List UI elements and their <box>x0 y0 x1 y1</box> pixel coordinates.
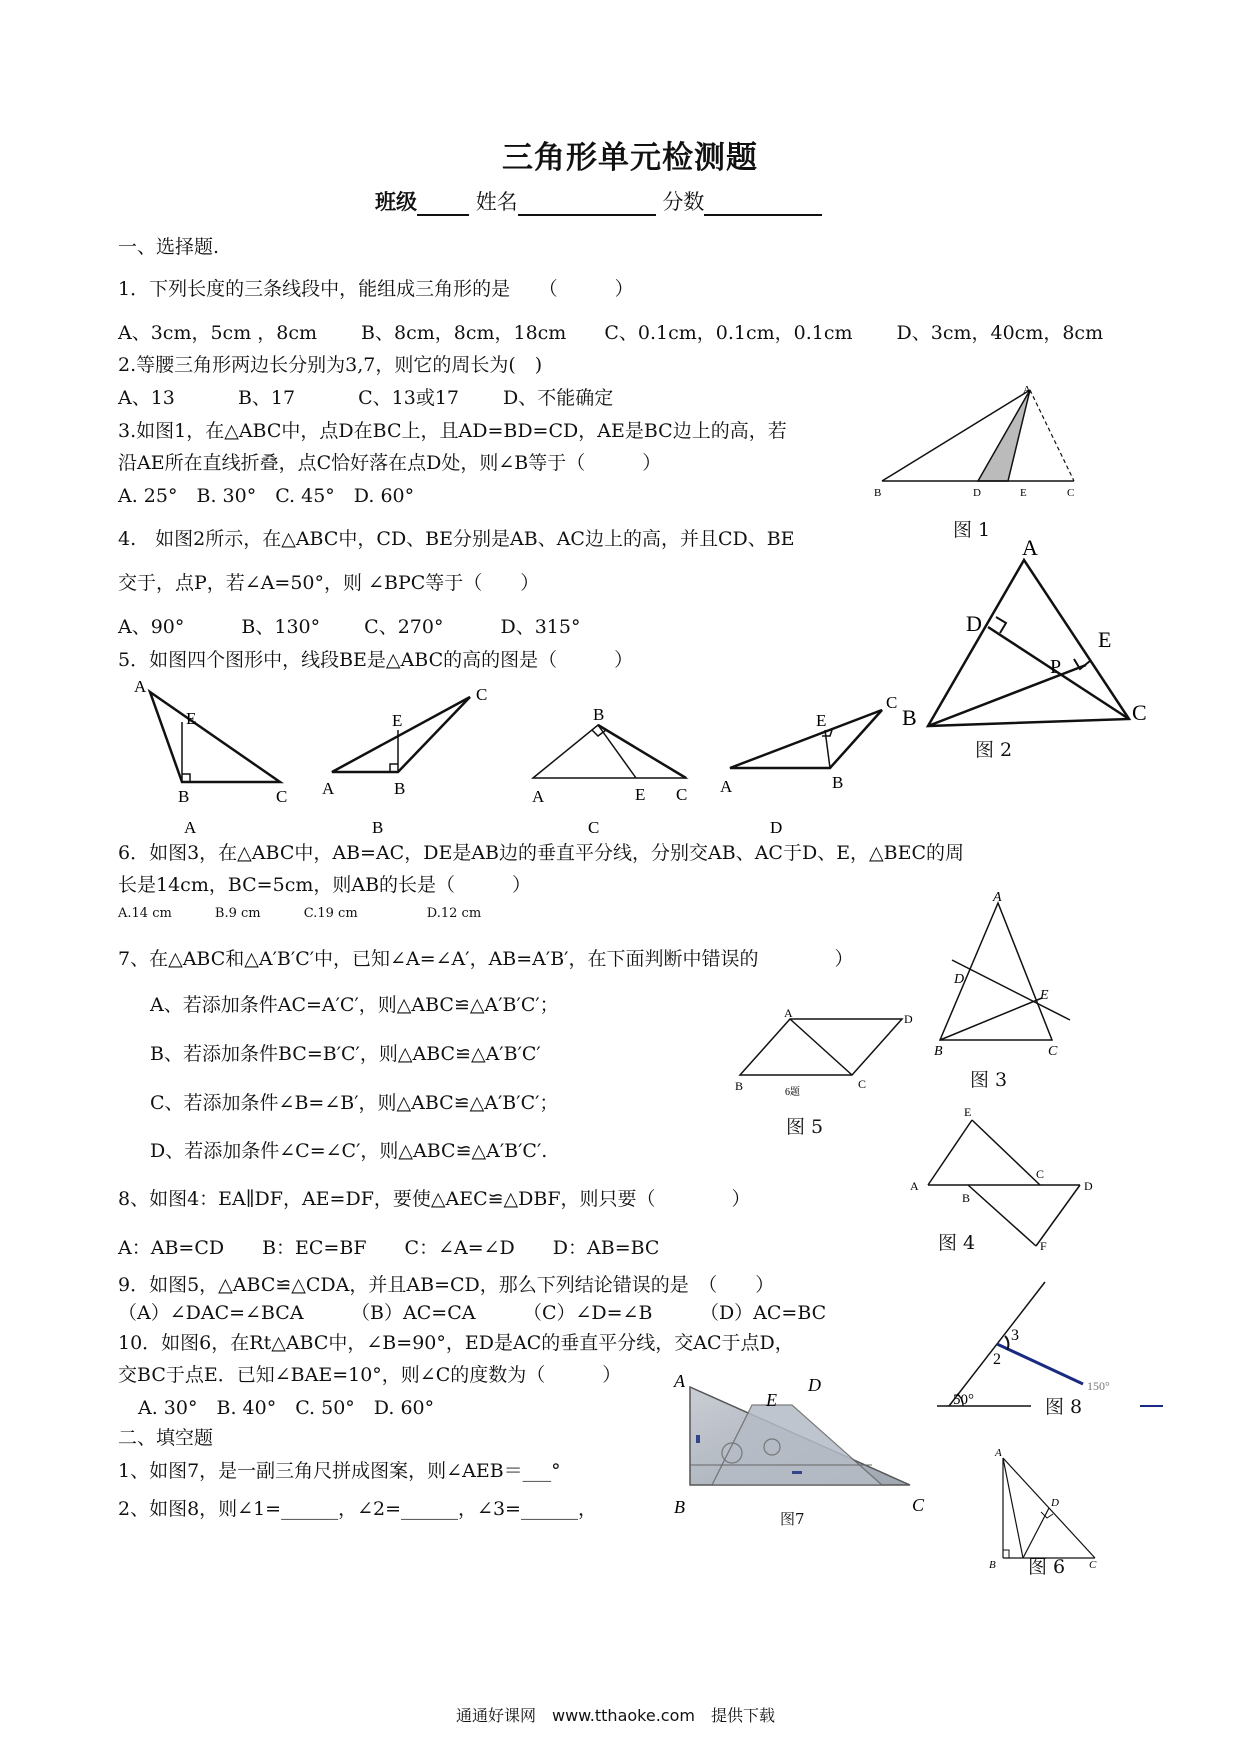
q5a-label-c: C <box>276 787 288 806</box>
question-9-options: （A）∠DAC=∠BCA （B）AC=CA （C）∠D=∠B （D）AC=BC <box>118 1302 827 1324</box>
q5b-label-c: C <box>476 685 488 704</box>
fig3-label-d: D <box>954 972 965 987</box>
fig8-angle-1: 1 <box>959 1340 960 1341</box>
figure-5 <box>730 1005 920 1105</box>
q5b-label-b: B <box>394 779 406 798</box>
question-4-line1: 4. 如图2所示，在△ABC中，CD、BE分别是AB、AC边上的高，并且CD、BE <box>118 528 795 550</box>
q5c-label-e: E <box>635 785 646 804</box>
question-7-option-c: C、若添加条件∠B=∠B′，则△ABC≌△A′B′C′； <box>150 1092 559 1114</box>
caption-fig4: 图 4 <box>938 1232 976 1254</box>
q5c-label-c: C <box>676 785 688 804</box>
q5a-label-e: E <box>186 709 197 728</box>
fig8-angle-150: 150° <box>1087 1379 1110 1393</box>
fig4-label-f: F <box>1040 1239 1047 1253</box>
q5-choice-a[interactable]: A <box>184 818 197 837</box>
question-7-option-b: B、若添加条件BC=B′C′，则△ABC≌△A′B′C′ <box>150 1043 541 1065</box>
name-label: 姓名 <box>475 190 518 214</box>
fig2-label-a: A <box>1022 535 1038 560</box>
fig5-label-a: A <box>784 1006 793 1020</box>
fig1-label-e: E <box>1020 487 1027 499</box>
fig3-label-e: E <box>1040 988 1049 1003</box>
q5-choice-d[interactable]: D <box>770 818 783 837</box>
score-blank[interactable] <box>704 194 822 216</box>
question-1: 1．下列长度的三条线段中，能组成三角形的是 （ ） <box>118 278 634 300</box>
fig5-label-d: D <box>904 1012 913 1026</box>
fig2-label-d: D <box>966 611 982 636</box>
fig7-label-a: A <box>674 1371 685 1391</box>
question-10-line1: 10．如图6，在Rt△ABC中，∠B=90°，ED是AC的垂直平分线，交AC于点D， <box>118 1332 794 1354</box>
score-label: 分数 <box>662 190 705 214</box>
question-6-line1: 6．如图3，在△ABC中，AB=AC，DE是AB边的垂直平分线，分别交AB、AC于D、E，△BEC的周 <box>118 842 965 864</box>
fig1-label-a: A <box>1023 384 1031 396</box>
fig6-label-e: E <box>1021 1554 1022 1555</box>
fig4-label-b: B <box>962 1191 971 1205</box>
question-3-options: A. 25° B. 30° C. 45° D. 60° <box>118 485 415 507</box>
fig6-label-c: C <box>1089 1559 1097 1571</box>
question-2-options: A、13 B、17 C、13或17 D、不能确定 <box>118 387 614 409</box>
question-5: 5．如图四个图形中，线段BE是△ABC的高的图是（ ） <box>118 649 634 671</box>
fig8-angle-3: 3 <box>1011 1327 1019 1344</box>
fig4-label-d: D <box>1084 1179 1093 1193</box>
fig6-label-a: A <box>995 1447 1002 1459</box>
fig7-label-d: D <box>808 1375 821 1395</box>
fig5-label-b: B <box>735 1079 744 1093</box>
fig6-label-b: B <box>989 1559 996 1571</box>
fig6-label-d: D <box>1051 1497 1059 1509</box>
question-8-options: A：AB=CD B：EC=BF C：∠A=∠D D：AB=BC <box>118 1237 660 1259</box>
caption-fig8: 图 8 <box>1045 1396 1083 1418</box>
q5-figures <box>120 670 940 840</box>
q5d-label-a: A <box>720 777 733 796</box>
fig1-label-b: B <box>874 487 882 499</box>
question-7: 7、在△ABC和△A′B′C′中，已知∠A=∠A′，AB=A′B′，在下面判断中错误的 ） <box>118 948 854 970</box>
section-heading-fill: 二、填空题 <box>118 1427 214 1449</box>
figure-7 <box>672 1365 932 1515</box>
question-6-options: A.14 cm B.9 cm C.19 cm D.12 cm <box>118 906 482 921</box>
question-7-option-d: D、若添加条件∠C=∠C′，则△ABC≌△A′B′C′. <box>150 1140 548 1162</box>
fig3-label-c: C <box>1048 1044 1058 1059</box>
q5c-label-a: A <box>532 787 545 806</box>
fig4-label-a: A <box>910 1179 919 1193</box>
fig4-label-c: C <box>1036 1167 1045 1181</box>
fig5-label-c: C <box>858 1077 867 1091</box>
q5d-label-b: B <box>832 773 844 792</box>
question-10-options: A. 30° B. 40° C. 50° D. 60° <box>138 1397 435 1419</box>
fig2-label-b: B <box>902 705 917 730</box>
fig2-label-c: C <box>1132 700 1147 725</box>
fig4-label-e: E <box>964 1105 972 1119</box>
question-8: 8、如图4：EA∥DF，AE=DF，要使△AEC≌△DBF，则只要（ ） <box>118 1188 751 1210</box>
fig7-label-b: B <box>674 1497 685 1517</box>
fig2-label-e: E <box>1098 627 1112 652</box>
q5c-label-b: B <box>593 705 605 724</box>
question-9: 9．如图5，△ABC≌△CDA，并且AB=CD，那么下列结论错误的是 （ ） <box>118 1274 775 1296</box>
q5d-label-e: E <box>816 711 827 730</box>
fig7-label-c: C <box>912 1495 925 1515</box>
fig5-small-label: 6题 <box>785 1087 800 1098</box>
caption-fig7: 图7 <box>780 1510 805 1528</box>
question-3-line2: 沿AE所在直线折叠，点C恰好落在点D处，则∠B等于（ ） <box>118 452 662 474</box>
question-6-line2: 长是14cm，BC=5cm，则AB的长是（ ） <box>118 874 532 896</box>
figure-6 <box>985 1440 1105 1570</box>
question-4-line2: 交于，点P，若∠A=50°，则 ∠BPC等于（ ） <box>118 572 540 594</box>
section-heading-choice: 一、选择题. <box>118 236 220 258</box>
fig7-label-e: E <box>766 1390 777 1410</box>
caption-fig2: 图 2 <box>975 739 1013 761</box>
fig8-angle-2: 2 <box>993 1351 1001 1368</box>
question-1-options: A、3cm，5cm ，8cm B、8cm，8cm，18cm C、0.1cm，0.1cm，0.1cm D、3cm，40cm，8cm <box>118 322 1104 344</box>
fig1-label-c: C <box>1067 487 1075 499</box>
caption-fig3: 图 3 <box>970 1069 1008 1091</box>
q5-choice-b[interactable]: B <box>372 818 384 837</box>
fig8-angle-50: 50° <box>953 1392 974 1408</box>
q5-choice-c[interactable]: C <box>588 818 600 837</box>
question-7-option-a: A、若添加条件AC=A′C′，则△ABC≌△A′B′C′； <box>150 994 559 1016</box>
fig2-label-p: P <box>1050 656 1062 678</box>
question-10-line2: 交BC于点E．已知∠BAE=10°，则∠C的度数为（ ） <box>118 1364 622 1386</box>
caption-fig1: 图 1 <box>953 519 991 541</box>
fill-question-1: 1、如图7，是一副三角尺拼成图案，则∠AEB＝___° <box>118 1460 561 1482</box>
page-title: 三角形单元检测题 <box>502 140 758 176</box>
question-4-options: A、90° B、130° C、270° D、315° <box>118 616 581 638</box>
caption-fig6: 图 6 <box>1028 1556 1066 1578</box>
fig3-label-a: A <box>993 890 1002 905</box>
question-2: 2.等腰三角形两边长分别为3,7，则它的周长为( ) <box>118 354 543 376</box>
q5b-label-e: E <box>392 711 403 730</box>
figure-1 <box>870 385 1090 515</box>
q5d-label-c: C <box>886 693 898 712</box>
q5a-label-a: A <box>134 677 147 696</box>
q5b-label-a: A <box>322 779 335 798</box>
student-info-line <box>375 186 822 216</box>
figure-3 <box>930 890 1080 1065</box>
fig1-label-d: D <box>973 487 981 499</box>
question-3-line1: 3.如图1，在△ABC中，点D在BC上，且AD=BD=CD，AE是BC边上的高，若 <box>118 420 787 442</box>
fig3-label-b: B <box>934 1044 943 1059</box>
name-blank[interactable] <box>518 194 656 216</box>
q5a-label-b: B <box>178 787 190 806</box>
class-blank[interactable] <box>417 194 469 216</box>
class-label: 班级 <box>375 189 417 214</box>
caption-fig5: 图 5 <box>786 1116 824 1138</box>
fill-question-2: 2、如图8，则∠1=______，∠2=______，∠3=______， <box>118 1498 597 1520</box>
footer-source: 通通好课网 www.tthaoke.com 提供下载 <box>456 1706 775 1725</box>
